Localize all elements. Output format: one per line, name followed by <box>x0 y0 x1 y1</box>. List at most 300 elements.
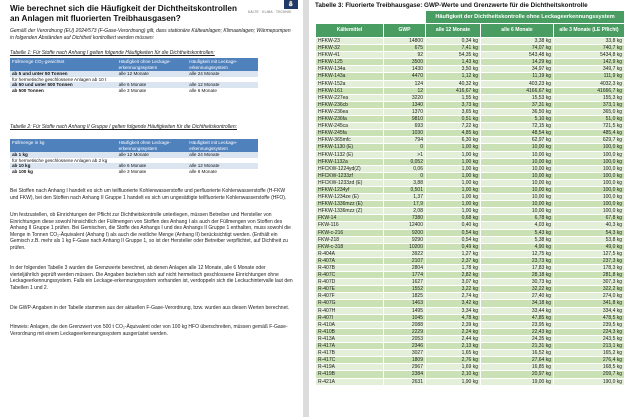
table-cell: 3,88 <box>384 179 426 186</box>
table-cell: 322,2 kg <box>554 286 625 293</box>
table-row <box>316 165 625 172</box>
table-cell: 1,78 kg <box>426 265 481 272</box>
table-cell: 17,83 kg <box>481 265 554 272</box>
table-cell: 155,3 kg <box>554 94 625 101</box>
table-cell: 48,54 kg <box>481 130 554 137</box>
table-cell: alle 6 Monate <box>189 87 217 93</box>
left-page <box>0 0 303 417</box>
table-cell: 3,38 kg <box>481 38 554 45</box>
table-cell: 178,3 kg <box>554 265 625 272</box>
right-page <box>309 0 626 417</box>
intro-paragraph: Gemäß der Verordnung (EU) 2024/573 (F-Gase-Verordnung) gilt, dass stationäre Kälteanlagen; Klimaanlagen; Wärmepumpen in folgenden Abständen auf Dichtheit kontrolliert werden müssen: <box>10 28 291 41</box>
refrigerant-name: R-410B <box>316 328 384 335</box>
column-header: alle 6 Monate <box>481 24 554 38</box>
table-cell: 124 <box>384 80 426 87</box>
table-cell: 1,55 kg <box>426 94 481 101</box>
table-row <box>316 378 625 385</box>
table-cell: 190,0 kg <box>554 378 625 385</box>
table-cell: 281,8 kg <box>554 272 625 279</box>
table-cell: 334,4 kg <box>554 307 625 314</box>
table-cell: 2,08 <box>384 208 426 215</box>
frequency-table-annex1 <box>10 58 258 93</box>
refrigerant-name: R-417A <box>316 343 384 350</box>
table-cell: 1430 <box>384 66 426 73</box>
table-header: Häufigkeit mit Leckage-erkennungssystem <box>187 58 258 71</box>
table-cell: 10,00 kg <box>481 158 554 165</box>
table-cell: 40,32 kg <box>426 80 481 87</box>
table-cell: 4470 <box>384 73 426 80</box>
table-cell: 19,00 kg <box>481 378 554 385</box>
table-header: Füllmenge in kg <box>10 139 117 152</box>
refrigerant-name: HFKW-23 <box>316 38 384 45</box>
table-cell: 27,40 kg <box>481 293 554 300</box>
table-cell: 3500 <box>384 59 426 66</box>
table-row <box>316 66 625 73</box>
table-cell: 1,27 kg <box>426 250 481 257</box>
table-cell: 1,43 kg <box>426 59 481 66</box>
table-cell: 237,3 kg <box>554 257 625 264</box>
table-cell: 1809 <box>384 357 426 364</box>
refrigerant-name: HFKW-143a <box>316 73 384 80</box>
refrigerant-name: HFKW-1336mzz (Z) <box>316 208 384 215</box>
refrigerant-name: R-410A <box>316 321 384 328</box>
table-cell: 53,8 kg <box>554 236 625 243</box>
table-row <box>316 179 625 186</box>
refrigerant-name: HFKW-245ca <box>316 123 384 130</box>
table-cell: 4,78 kg <box>426 314 481 321</box>
table-cell: 100,0 kg <box>554 144 625 151</box>
table-cell: 0,501 <box>384 186 426 193</box>
table-row <box>316 215 625 222</box>
table-cell: 1,37 <box>384 194 426 201</box>
table-cell: 349,7 kg <box>554 66 625 73</box>
table-cell: 100,0 kg <box>554 208 625 215</box>
paragraph-obligation: Um festzustellen, ob Einrichtungen der Pflicht zur Dichtheitskontrolle unterliegen, müssen Betreiber und Hersteller von Einrichtungen diese sowohl hinsichtlich der Füllmengen von Stoffen des Anhang I als auch der Füllmengen von Stoffen des Anhang II Gruppe 1 prüfen. Bei Gemischen, die Stoffe des Anhangs I und des Anhangs II Gruppe 1 enthalten, muss sowohl die Menge in Tonnen CO₂-Äquivalent (Anhang I) als auch die restliche Menge (Anhang II) berücksichtigt werden. (Enthält ein Gemisch z.B. mehr als 1 kg F-Gase nach Anhang II Gruppe 1, so ist der Hersteller oder Betreiber verpflichtet, auf Dichtheit zu prüfen. <box>10 212 291 251</box>
table-cell: 1,69 kg <box>426 364 481 371</box>
table-cell: alle 24 Monate <box>187 71 258 77</box>
table-cell: 2,74 kg <box>426 293 481 300</box>
table-row <box>316 222 625 229</box>
table-cell: 7,22 kg <box>426 123 481 130</box>
table-cell: 2,39 kg <box>426 321 481 328</box>
table-row <box>316 130 625 137</box>
table-row <box>316 186 625 193</box>
refrigerant-name: HFKW-245fa <box>316 130 384 137</box>
table-cell: 10,00 kg <box>481 151 554 158</box>
table-cell: 92 <box>384 52 426 59</box>
table-cell: 485,4 kg <box>554 130 625 137</box>
table-row <box>316 38 625 45</box>
table-cell: 10,00 kg <box>481 194 554 201</box>
table-cell: 2,82 kg <box>426 272 481 279</box>
table-cell: 100,0 kg <box>554 151 625 158</box>
table-row <box>316 201 625 208</box>
table-cell: >1 <box>384 151 426 158</box>
table-row <box>316 194 625 201</box>
table-cell: alle 3 Monate <box>118 87 147 93</box>
table-row <box>316 272 625 279</box>
table-cell: 41666,7 kg <box>554 87 625 94</box>
refrigerant-name: FKW-c-318 <box>316 243 384 250</box>
table-cell: 2053 <box>384 335 426 342</box>
table-row <box>316 144 625 151</box>
refrigerant-name: FKW-218 <box>316 236 384 243</box>
table-cell: 127,5 kg <box>554 250 625 257</box>
table-cell: 224,3 kg <box>554 328 625 335</box>
table-row <box>316 158 625 165</box>
table-cell: 276,4 kg <box>554 357 625 364</box>
table-row <box>316 101 625 108</box>
table-cell: 2,13 kg <box>426 343 481 350</box>
table-cell: 1774 <box>384 272 426 279</box>
table-cell: 0,052 <box>384 158 426 165</box>
table-row <box>316 137 625 144</box>
table-row <box>316 45 625 52</box>
table-cell: 12 <box>384 87 426 94</box>
table-cell: 1045 <box>384 314 426 321</box>
table-cell: 0,54 kg <box>426 229 481 236</box>
table-row <box>316 116 625 123</box>
table-row <box>316 343 625 350</box>
table-cell: 794 <box>384 137 426 144</box>
table-row <box>316 94 625 101</box>
refrigerant-name: R-407C <box>316 272 384 279</box>
table-cell: 1,00 kg <box>426 208 481 215</box>
refrigerant-name: HFCKW-1233zf <box>316 172 384 179</box>
table-cell: 307,3 kg <box>554 279 625 286</box>
table-row <box>316 229 625 236</box>
table-cell: 51,0 kg <box>554 116 625 123</box>
refrigerant-name: HFKW-236ea <box>316 108 384 115</box>
table-cell: 675 <box>384 45 426 52</box>
table-row <box>10 88 258 94</box>
refrigerant-name: HFKW-161 <box>316 87 384 94</box>
paragraph-table3: In der folgenden Tabelle 3 wurden die Grenzwerte berechnet, ab denen Anlagen alle 12 Monate, alle 6 Monate oder vierteljährlich geprüft werden müssen. Die Angaben beziehen sich auf nicht hermetisch geschlossene Einrichtungen ohne Leckageerkennungssystem. Falls ein Leckage-erkennungssystem vorhanden ist, verdoppeln sich die Leckuchintervalle laut den Tabellen 1 und 2. <box>10 265 293 291</box>
table-cell: 0,68 kg <box>426 215 481 222</box>
refrigerant-name: R-407D <box>316 279 384 286</box>
refrigerant-name: HFKW-365mfc <box>316 137 384 144</box>
table-header: Füllmenge CO₂-gewichtet <box>10 58 117 71</box>
table-cell: 34,18 kg <box>481 300 554 307</box>
table-cell: 100,0 kg <box>554 172 625 179</box>
table-cell: alle 12 Monate <box>117 152 188 158</box>
table-cell: 14800 <box>384 38 426 45</box>
table-cell: 20,97 kg <box>481 371 554 378</box>
refrigerant-name: HFKW-152a <box>316 80 384 87</box>
logo-text: KÄLTE · KLIMA · TECHNIK <box>248 10 292 14</box>
table-row <box>316 293 625 300</box>
table-row <box>316 208 625 215</box>
table-cell: ab 10 kg <box>10 163 117 169</box>
refrigerant-name: HFKW-1132a <box>316 158 384 165</box>
table-cell: 3027 <box>384 350 426 357</box>
table-cell: alle 24 Monate <box>187 152 258 158</box>
table-cell: 40,3 kg <box>554 222 625 229</box>
table-cell: 2346 <box>384 343 426 350</box>
table-cell: 33,44 kg <box>481 307 554 314</box>
refrigerant-name: R-407I <box>316 314 384 321</box>
logo-mark: ⛄ <box>284 0 298 9</box>
table-cell: 693 <box>384 123 426 130</box>
table-cell: 165,2 kg <box>554 350 625 357</box>
table-cell: 10,00 kg <box>481 144 554 151</box>
refrigerant-name: HFKW-32 <box>316 45 384 52</box>
table-cell: 32,22 kg <box>481 286 554 293</box>
table-cell: 74,07 kg <box>481 45 554 52</box>
table-cell: 72,15 kg <box>481 123 554 130</box>
table-cell: 4032,3 kg <box>554 80 625 87</box>
table-cell: 100,0 kg <box>554 186 625 193</box>
table-cell: 0,51 kg <box>426 116 481 123</box>
table-row <box>316 73 625 80</box>
table-cell: 10,00 kg <box>481 172 554 179</box>
table-cell: 213,1 kg <box>554 343 625 350</box>
table-row <box>316 123 625 130</box>
table-cell: ab 100 kg <box>12 168 33 174</box>
table-cell: 12400 <box>384 222 426 229</box>
paragraph-hint: Hinweis: Anlagen, die den Grenzwert von 500 t CO₂-Äquivalent oder von 100 kg HFO überschreiten, müssen gemäß F-Gase-Verordnung mit einem Leckageerkennungssystem ausgerüstet werden. <box>10 324 288 337</box>
table-cell: 2631 <box>384 378 426 385</box>
table-cell: 22,43 kg <box>481 328 554 335</box>
refrigerant-name: R-417B <box>316 350 384 357</box>
table-cell: 0,34 kg <box>426 38 481 45</box>
table-cell: 1,65 kg <box>426 350 481 357</box>
table-cell: 6,30 kg <box>426 137 481 144</box>
refrigerant-name: HFKW-1130 (E) <box>316 144 384 151</box>
table-cell: 1,00 kg <box>426 158 481 165</box>
refrigerant-name: R-413A <box>316 335 384 342</box>
table-cell: 0,06 <box>384 165 426 172</box>
table-row <box>316 286 625 293</box>
table-cell: 3,50 kg <box>426 66 481 73</box>
table-cell: 2107 <box>384 257 426 264</box>
table-cell: 10,00 kg <box>481 208 554 215</box>
table-row <box>316 314 625 321</box>
refrigerant-name: HFKW-236fa <box>316 116 384 123</box>
refrigerant-name: HFKW-41 <box>316 52 384 59</box>
table-cell: 2,37 kg <box>426 257 481 264</box>
table-cell: alle 6 Monate <box>117 82 188 88</box>
table-cell: 10200 <box>384 243 426 250</box>
refrigerant-name: R-419B <box>316 371 384 378</box>
column-header: alle 12 Monate <box>426 24 481 38</box>
table-cell: 6,78 kg <box>481 215 554 222</box>
table-cell: 100,0 kg <box>554 158 625 165</box>
gwp-table <box>315 10 625 386</box>
table-row <box>316 172 625 179</box>
table-cell: 1340 <box>384 101 426 108</box>
table-cell: 5,38 kg <box>481 236 554 243</box>
table-cell: 209,7 kg <box>554 371 625 378</box>
table-cell: 341,8 kg <box>554 300 625 307</box>
table-cell: 10,00 kg <box>481 186 554 193</box>
table-cell: 54,3 kg <box>554 229 625 236</box>
table-cell: 5,43 kg <box>481 229 554 236</box>
table-row <box>316 59 625 66</box>
table-cell: 1495 <box>384 307 426 314</box>
table-row <box>316 300 625 307</box>
table-cell: 54,35 kg <box>426 52 481 59</box>
page-title: Wie berechnet sich die Häufigkeit der Dichtheitskontrollen an Anlagen mit fluorierten Treibhausgasen? <box>10 4 237 23</box>
table-cell: 740,7 kg <box>554 45 625 52</box>
refrigerant-name: R-407E <box>316 286 384 293</box>
table-cell: 3,34 kg <box>426 307 481 314</box>
table-cell: 49,0 kg <box>554 243 625 250</box>
table-cell: 36,50 kg <box>481 108 554 115</box>
table-cell: 5434,8 kg <box>554 52 625 59</box>
paragraph-substances: Bei Stoffen nach Anhang I handelt es sich um teilfluorierte Kohlenwasserstoffe und perfluorierte Kohlenwasserstoffe (H-FKW und FKW), bei den Stoffen nach Anhang II Gruppe 1 handelt es sich um ungesättigte teilfluorierte Kohlenwasserstoffe (HFO). <box>10 188 287 201</box>
refrigerant-name: R-407H <box>316 307 384 314</box>
table-cell: 16,85 kg <box>481 364 554 371</box>
table-cell: ab 500 Tonnen <box>12 87 44 93</box>
table-cell: 4,90 kg <box>481 243 554 250</box>
refrigerant-name: R-407B <box>316 265 384 272</box>
table-cell: 7380 <box>384 215 426 222</box>
refrigerant-name: R-407F <box>316 293 384 300</box>
table-cell: 9810 <box>384 116 426 123</box>
table-cell: 10,00 kg <box>481 201 554 208</box>
table-cell: 142,9 kg <box>554 59 625 66</box>
table-cell: 4,03 kg <box>481 222 554 229</box>
table-cell: 629,7 kg <box>554 137 625 144</box>
table-cell: 14,29 kg <box>481 59 554 66</box>
table-cell: 2,24 kg <box>426 328 481 335</box>
table-cell: 10,00 kg <box>481 179 554 186</box>
table-row <box>316 328 625 335</box>
table-row <box>10 169 258 175</box>
refrigerant-name: HFKW-134a <box>316 66 384 73</box>
table-row <box>316 236 625 243</box>
table-cell: 2384 <box>384 371 426 378</box>
table-cell: 3922 <box>384 250 426 257</box>
table-header: Häufigkeit mit Leckage-erkennungssystem <box>187 139 258 152</box>
table-cell: 1627 <box>384 279 426 286</box>
table-row <box>316 257 625 264</box>
table-row <box>316 321 625 328</box>
table-cell: 403,23 kg <box>481 80 554 87</box>
table-cell: 365,0 kg <box>554 108 625 115</box>
table-cell: 2967 <box>384 364 426 371</box>
table-row <box>316 307 625 314</box>
refrigerant-name: R-404A <box>316 250 384 257</box>
refrigerant-name: R-407A <box>316 257 384 264</box>
table-cell: 3220 <box>384 94 426 101</box>
table-cell: 2,76 kg <box>426 357 481 364</box>
table-cell: 21,31 kg <box>481 343 554 350</box>
table2-caption: Tabelle 2: Für Stoffe nach Anhang II Gruppe I gelten folgende Häufigkeiten für die Dichtheitskontrollen: <box>10 124 237 130</box>
column-header: GWP <box>384 24 426 38</box>
table-cell: 243,5 kg <box>554 335 625 342</box>
table-cell: alle 12 Monate <box>117 71 188 77</box>
table-cell: 47,85 kg <box>481 314 554 321</box>
table-cell: 1,00 kg <box>426 186 481 193</box>
table-cell: 23,73 kg <box>481 257 554 264</box>
refrigerant-name: FKW-116 <box>316 222 384 229</box>
table-cell: 3,22 kg <box>426 286 481 293</box>
table-cell: 4,85 kg <box>426 130 481 137</box>
refrigerant-name: HFCKW-1224yd(Z) <box>316 165 384 172</box>
table-cell: ab 5 und unter 50 Tonnen <box>10 71 117 77</box>
table-header: Häufigkeit ohne Leckage-erkennungssystem <box>117 139 188 152</box>
table-cell: 1,90 kg <box>426 378 481 385</box>
table-row <box>316 108 625 115</box>
table-cell: 1552 <box>384 286 426 293</box>
table-cell: 9290 <box>384 236 426 243</box>
table-cell: 1,00 kg <box>426 165 481 172</box>
frequency-table-annex2 <box>10 139 258 174</box>
table3-band-header: Häufigkeit der Dichtheitskontrolle ohne Leckageerkennungssystem <box>426 11 625 24</box>
table-cell: 416,67 kg <box>426 87 481 94</box>
table-cell: für hermetische geschlossene Anlagen ab 10 t <box>12 76 107 82</box>
refrigerant-name: R-407G <box>316 300 384 307</box>
table-cell: 1,12 kg <box>426 73 481 80</box>
table-cell: 0,40 kg <box>426 222 481 229</box>
column-header: Kältemittel <box>316 24 384 38</box>
table-row <box>316 87 625 94</box>
table-row <box>316 265 625 272</box>
table-cell: 67,8 kg <box>554 215 625 222</box>
table-cell: 3,42 kg <box>426 300 481 307</box>
table-cell: ab 50 und unter 500 Tonnen <box>10 82 117 88</box>
refrigerant-name: R-421A <box>316 378 384 385</box>
table-cell: 1825 <box>384 293 426 300</box>
table-cell: alle 12 Monate <box>187 163 258 169</box>
table-cell: 100,0 kg <box>554 179 625 186</box>
table-cell: 3,73 kg <box>426 101 481 108</box>
table-cell: 100,0 kg <box>554 201 625 208</box>
table-cell: 543,48 kg <box>481 52 554 59</box>
refrigerant-name: HFKW-1234ze (E) <box>316 194 384 201</box>
table-row <box>316 279 625 286</box>
table-cell: 2,44 kg <box>426 335 481 342</box>
table-row <box>316 357 625 364</box>
table-cell: 1,00 kg <box>426 194 481 201</box>
table-cell: 168,5 kg <box>554 364 625 371</box>
table-row <box>316 52 625 59</box>
table-row <box>316 250 625 257</box>
table-cell: 478,5 kg <box>554 314 625 321</box>
table-cell: 17,9 <box>384 201 426 208</box>
table-cell: 2088 <box>384 321 426 328</box>
table-cell: alle 6 Monate <box>117 163 188 169</box>
refrigerant-name: HFKW-1336mzz (E) <box>316 201 384 208</box>
table-cell: für hermetische geschlossene Anlagen ab 2 kg <box>12 157 108 163</box>
table-cell: 30,73 kg <box>481 279 554 286</box>
company-logo <box>248 0 298 17</box>
table-cell: 34,97 kg <box>481 66 554 73</box>
table-cell: 62,97 kg <box>481 137 554 144</box>
table3-title: Tabelle 3: Fluorierte Treibhausgase: GWP-Werte und Grenzwerte für die Dichtheitskontrolle <box>315 2 588 9</box>
table-cell: 3,07 kg <box>426 279 481 286</box>
table-cell: 1463 <box>384 300 426 307</box>
table-cell: 721,5 kg <box>554 123 625 130</box>
table-row <box>316 80 625 87</box>
table-cell: 239,5 kg <box>554 321 625 328</box>
table-cell: 27,64 kg <box>481 357 554 364</box>
refrigerant-name: HFKW-125 <box>316 59 384 66</box>
table-cell: 2229 <box>384 328 426 335</box>
paragraph-gwp-source: Die GWP-Angaben in der Tabelle stammen aus der aktuellen F-Gase-Verordnung, bzw. wurden aus diesen Werten berechnet. <box>10 305 290 311</box>
table-cell: 1,00 kg <box>426 172 481 179</box>
table-row <box>316 350 625 357</box>
refrigerant-name: HFKW-227ea <box>316 94 384 101</box>
table-cell: 1030 <box>384 130 426 137</box>
table-cell: 1370 <box>384 108 426 115</box>
column-header: alle 3 Monate (LE Pflicht) <box>554 24 625 38</box>
table-cell: alle 3 Monate <box>118 168 147 174</box>
table-cell: 111,9 kg <box>554 73 625 80</box>
table-cell: 1,00 kg <box>426 201 481 208</box>
